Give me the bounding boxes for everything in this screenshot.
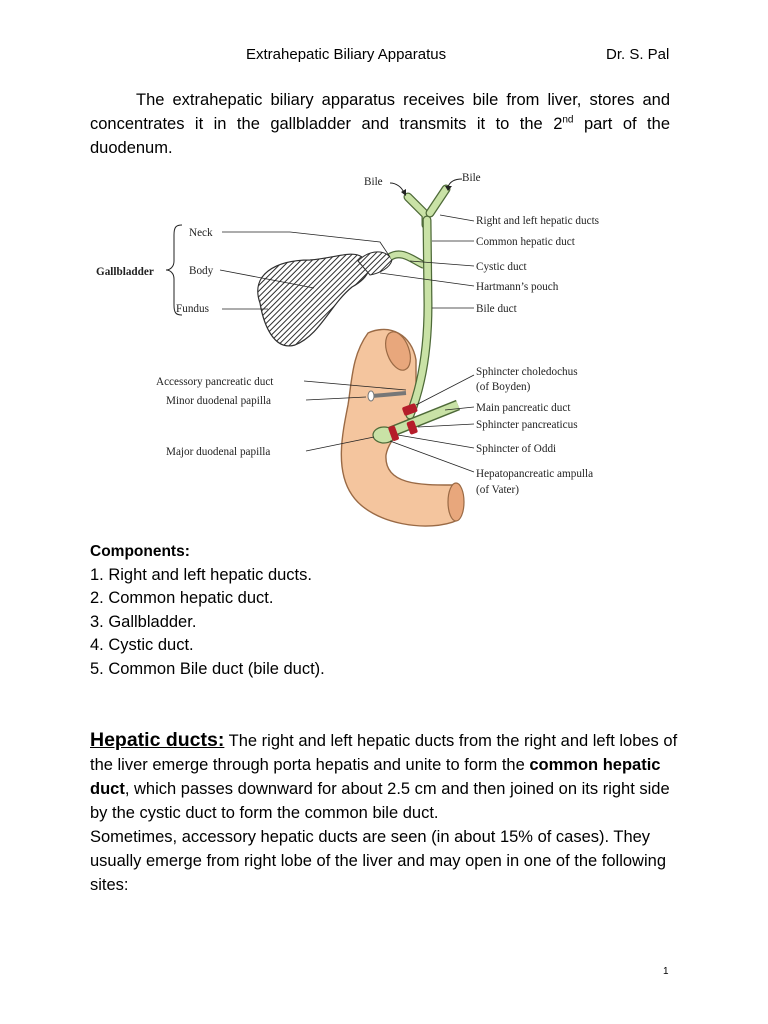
label-minor-papilla: Minor duodenal papilla xyxy=(166,395,272,407)
hepatic-paragraph-1 xyxy=(90,728,680,825)
label-sphincter-choledochus: Sphincter choledochus xyxy=(476,366,578,378)
label-body: Body xyxy=(189,265,214,277)
label-neck: Neck xyxy=(189,227,213,239)
label-main-pancreatic: Main pancreatic duct xyxy=(476,402,571,414)
intro-paragraph xyxy=(90,88,670,160)
label-major-papilla: Major duodenal papilla xyxy=(166,446,271,458)
component-item: 1. Right and left hepatic ducts. xyxy=(90,565,312,584)
label-of-boyden: (of Boyden) xyxy=(476,381,531,393)
leader-sphincter-pancreaticus xyxy=(418,424,474,427)
label-sphincter-oddi: Sphincter of Oddi xyxy=(476,443,557,455)
label-cystic: Cystic duct xyxy=(476,261,527,273)
label-of-vater: (of Vater) xyxy=(476,484,519,496)
biliary-diagram xyxy=(90,165,650,535)
leader-rl-hepatic xyxy=(440,215,474,221)
hepatic-paragraph-2: Sometimes, accessory hepatic ducts are seen (in about 15% of cases). They usually emerge from right lobe of the liver and may open in one of the following sites: xyxy=(90,828,666,894)
label-common-hepatic: Common hepatic duct xyxy=(476,236,575,248)
page-header xyxy=(0,46,768,68)
hepatic-text-bold: common hepatic duct xyxy=(90,756,661,798)
component-item: 2. Common hepatic duct. xyxy=(90,589,274,607)
page-number: 1 xyxy=(663,966,669,977)
intro-superscript: nd xyxy=(562,114,574,126)
hepatic-text-b: , which passes downward for about 2.5 cm and then joined on its right side by the cystic duct to form the common bile duct. xyxy=(90,780,670,822)
hepatic-ducts-section xyxy=(90,728,680,897)
components-heading: Components: xyxy=(90,543,190,560)
duodenum-opening-bottom xyxy=(448,483,464,521)
label-accessory-pancreatic: Accessory pancreatic duct xyxy=(156,376,274,388)
leader-oddi xyxy=(398,435,474,448)
label-bile-duct: Bile duct xyxy=(476,303,517,315)
label-hartmann: Hartmann’s pouch xyxy=(476,281,559,293)
bile-arrowhead-left xyxy=(401,189,406,196)
label-bile-left: Bile xyxy=(364,176,383,188)
label-hepatopancreatic: Hepatopancreatic ampulla xyxy=(476,468,594,480)
components-section xyxy=(90,540,690,681)
minor-papilla xyxy=(368,391,374,401)
component-item: 4. Cystic duct. xyxy=(90,636,194,654)
gallbladder-shape xyxy=(258,254,370,346)
intro-text-end: part of the duodenum. xyxy=(90,115,670,157)
component-item: 5. Common Bile duct (bile duct). xyxy=(90,659,325,678)
bile-arrow-right xyxy=(448,179,462,187)
header-title: Extrahepatic Biliary Apparatus xyxy=(246,46,447,63)
component-item: 3. Gallbladder. xyxy=(90,612,197,631)
header-author: Dr. S. Pal xyxy=(606,46,670,63)
left-hepatic-duct-fill xyxy=(430,189,446,213)
label-gallbladder: Gallbladder xyxy=(96,266,154,278)
label-bile-right: Bile xyxy=(462,172,481,184)
gallbladder-bracket xyxy=(166,225,182,315)
intro-text: The extrahepatic biliary apparatus receives bile from liver, stores and concentrates it in the gallbladder and transmits it to the 2 xyxy=(90,91,670,133)
label-fundus: Fundus xyxy=(176,303,209,315)
label-right-left-hepatic: Right and left hepatic ducts xyxy=(476,215,600,227)
hepatic-ducts-title: Hepatic ducts: xyxy=(90,729,225,751)
label-sphincter-pancreaticus: Sphincter pancreaticus xyxy=(476,419,578,431)
hepatic-text-a: The right and left hepatic ducts from the right and left lobes of the liver emerge through porta hepatis and unite to form the xyxy=(90,732,678,774)
